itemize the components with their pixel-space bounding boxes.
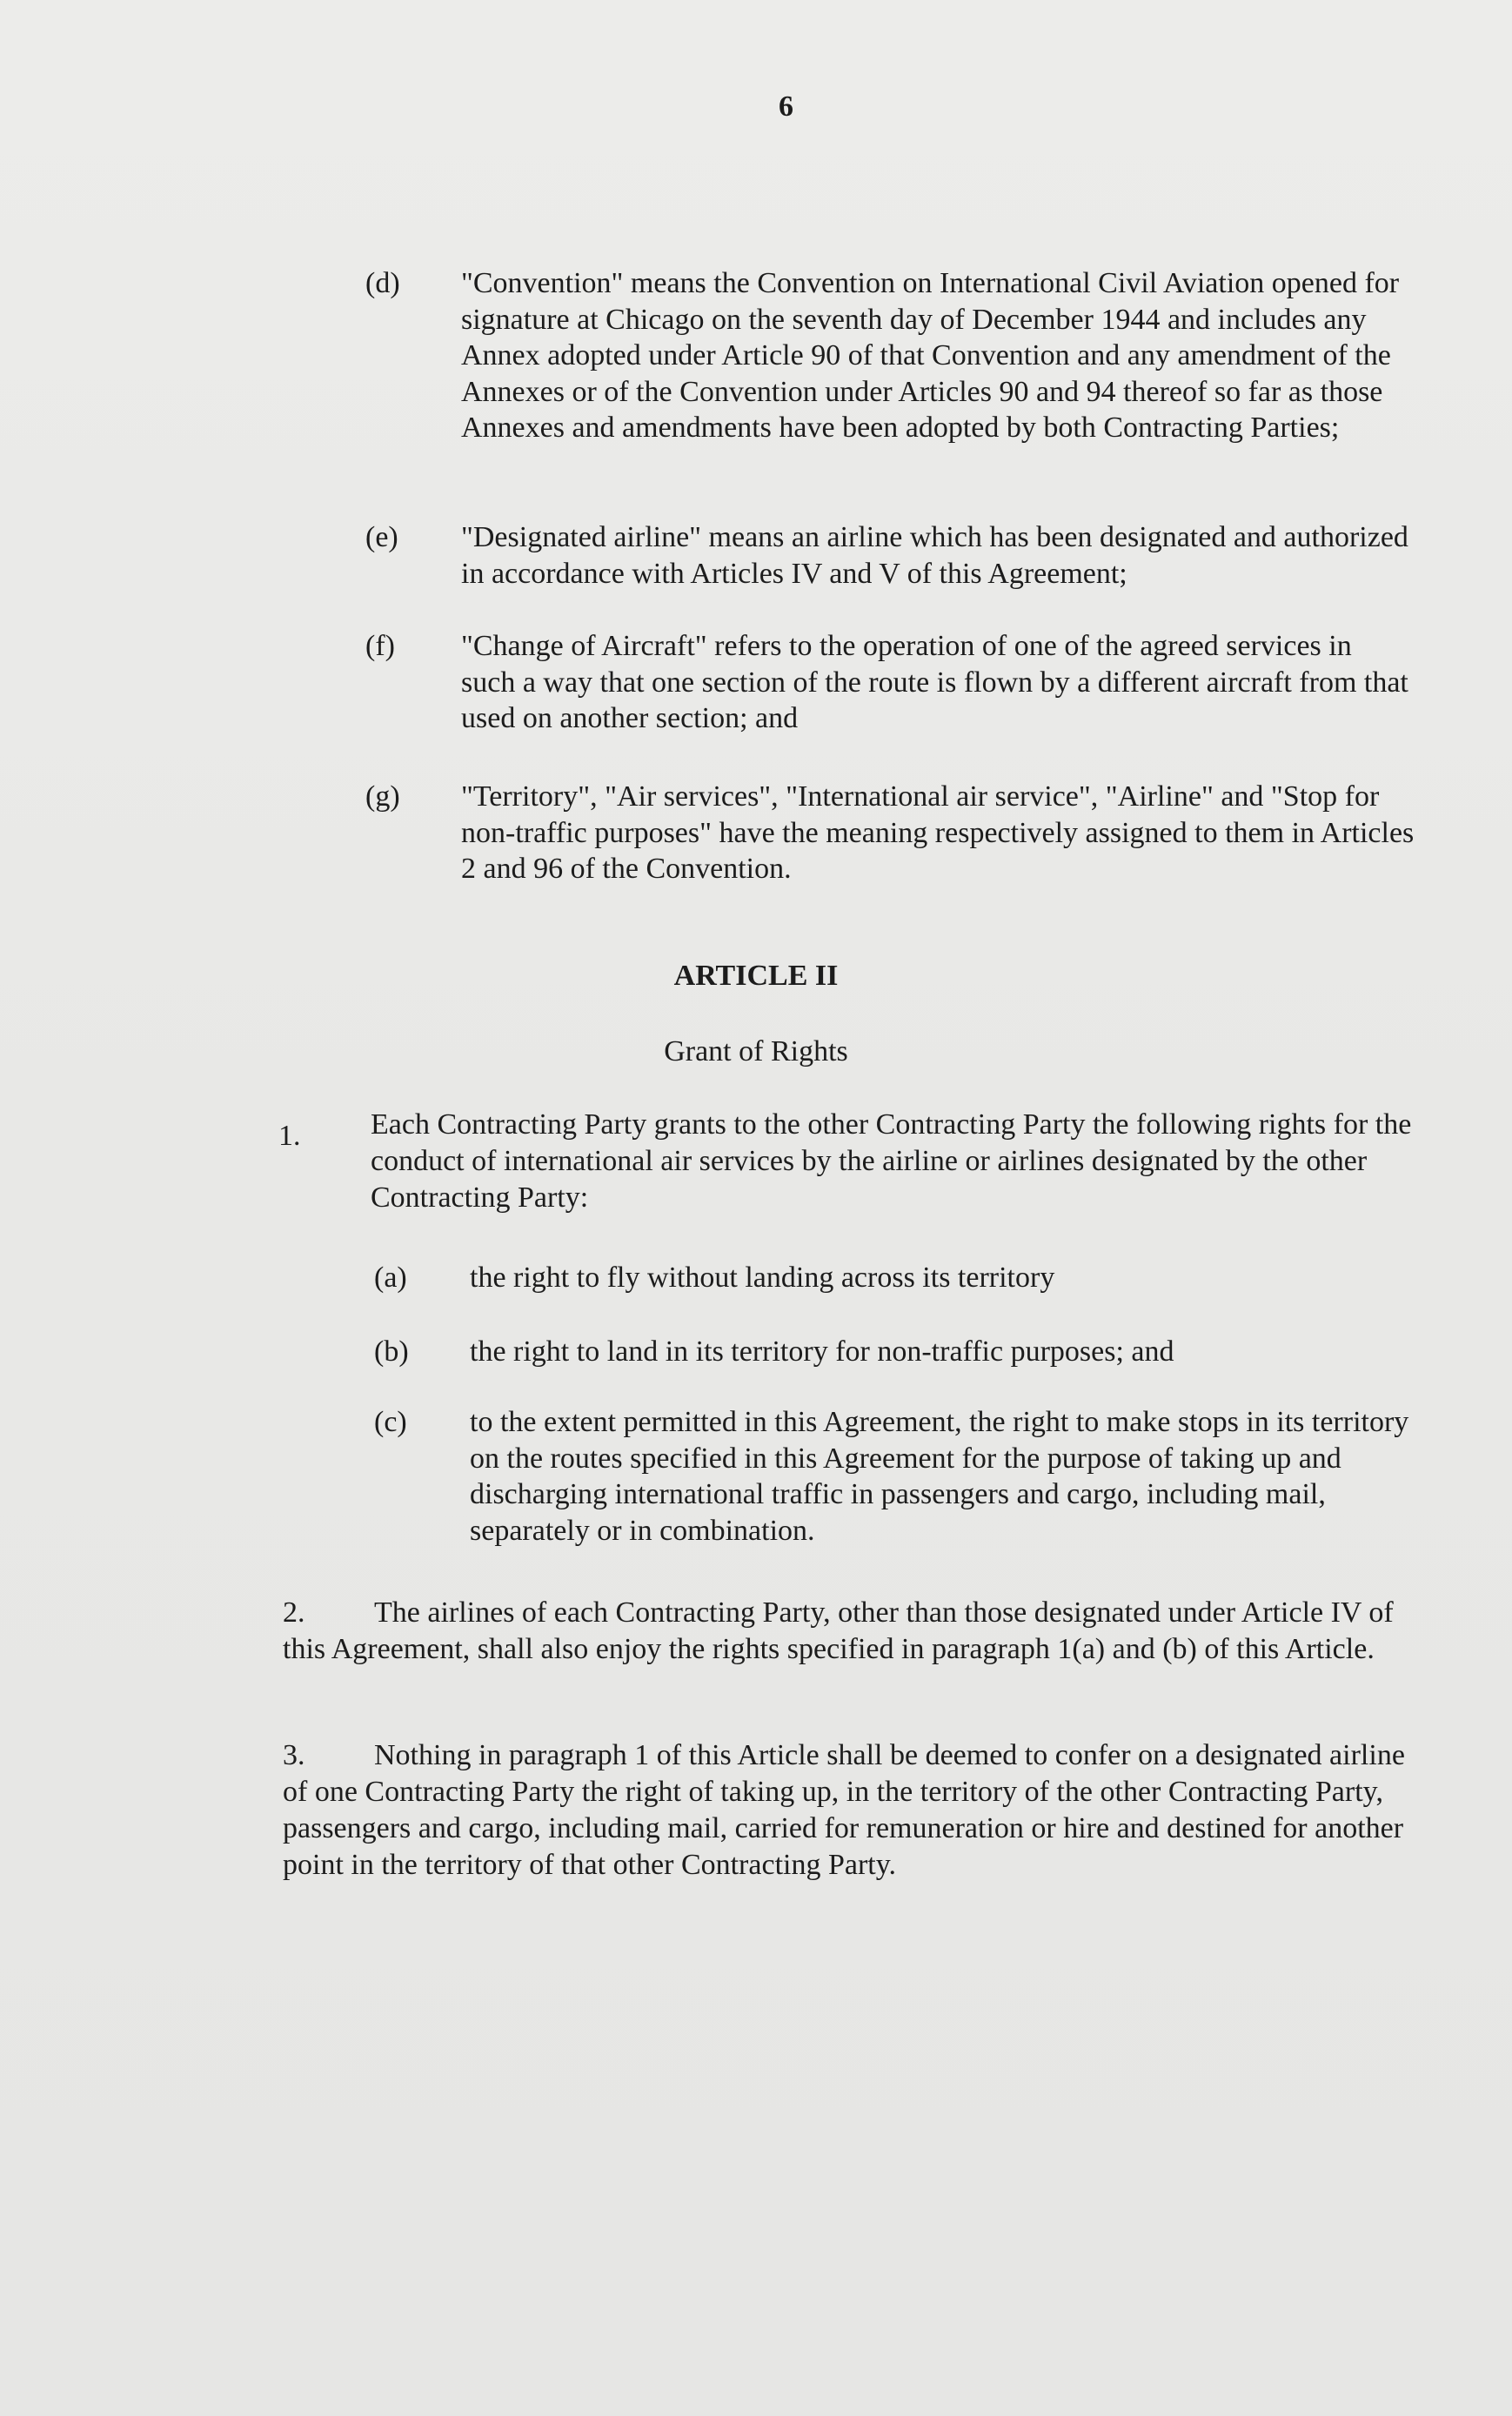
definition-label: (d) xyxy=(365,267,400,299)
definition-text: "Territory", "Air services", "International air service", "Airline" and "Stop for non-traffic purposes" have the meaning respectively assigned to them in Articles 2 and 96 of the Convention. xyxy=(461,780,1415,885)
item-label: (a) xyxy=(374,1262,407,1294)
paragraph-2 xyxy=(283,1595,1405,1668)
item-text: the right to fly without landing across its territory xyxy=(470,1262,1055,1294)
paragraph-2-number: 2. xyxy=(283,1596,305,1629)
definition-text: "Convention" means the Convention on International Civil Aviation opened for signature at Chicago on the seventh day of December 1944 and includes any Annex adopted under Article 90 of that Convention and any amendment of the Annexes or of the Convention under Articles 90 and 94 thereof so far as those Annexes and amendments have been adopted by both Contracting Parties; xyxy=(461,267,1400,444)
paragraph-1-number: 1. xyxy=(278,1120,301,1152)
definition-text: "Change of Aircraft" refers to the operation of one of the agreed services in such a way that one section of the route is flown by a different aircraft from that used on another section; and xyxy=(461,630,1408,734)
paragraph-3-text: Nothing in paragraph 1 of this Article shall be deemed to confer on a designated airline of one Contracting Party the right of taking up, in the territory of the other Contracting Party, passengers and cargo, including mail, carried for remuneration or hire and destined for another point in the territory of that other Contracting Party. xyxy=(283,1739,1405,1881)
item-label: (b) xyxy=(374,1335,409,1368)
item-label: (c) xyxy=(374,1406,407,1438)
item-text: to the extent permitted in this Agreement, the right to make stops in its territory on the routes specified in this Agreement for the purpose of taking up and discharging international traffic in passengers and cargo, including mail, separately or in combination. xyxy=(470,1406,1409,1547)
page-number: 6 xyxy=(779,90,793,123)
item-text: the right to land in its territory for non-traffic purposes; and xyxy=(470,1335,1174,1368)
article-subtitle xyxy=(0,1035,1512,1068)
paragraph-1-text: Each Contracting Party grants to the other Contracting Party the following rights for the conduct of international air services by the airline or airlines designated by the other Contracting Party: xyxy=(371,1108,1412,1214)
article-title xyxy=(0,960,1512,993)
definition-text: "Designated airline" means an airline which has been designated and authorized in accordance with Articles IV and V of this Agreement; xyxy=(461,521,1408,590)
definition-label: (g) xyxy=(365,780,400,813)
definition-label: (e) xyxy=(365,521,398,553)
article-subtitle-text: Grant of Rights xyxy=(664,1035,848,1067)
article-title-text: ARTICLE II xyxy=(673,960,839,992)
paragraph-3-number: 3. xyxy=(283,1739,305,1771)
definition-label: (f) xyxy=(365,630,395,662)
paragraph-2-text: The airlines of each Contracting Party, other than those designated under Article IV of this Agreement, shall also enjoy the rights specified in paragraph 1(a) and (b) of this Article. xyxy=(283,1596,1394,1665)
paragraph-3 xyxy=(283,1737,1409,1884)
